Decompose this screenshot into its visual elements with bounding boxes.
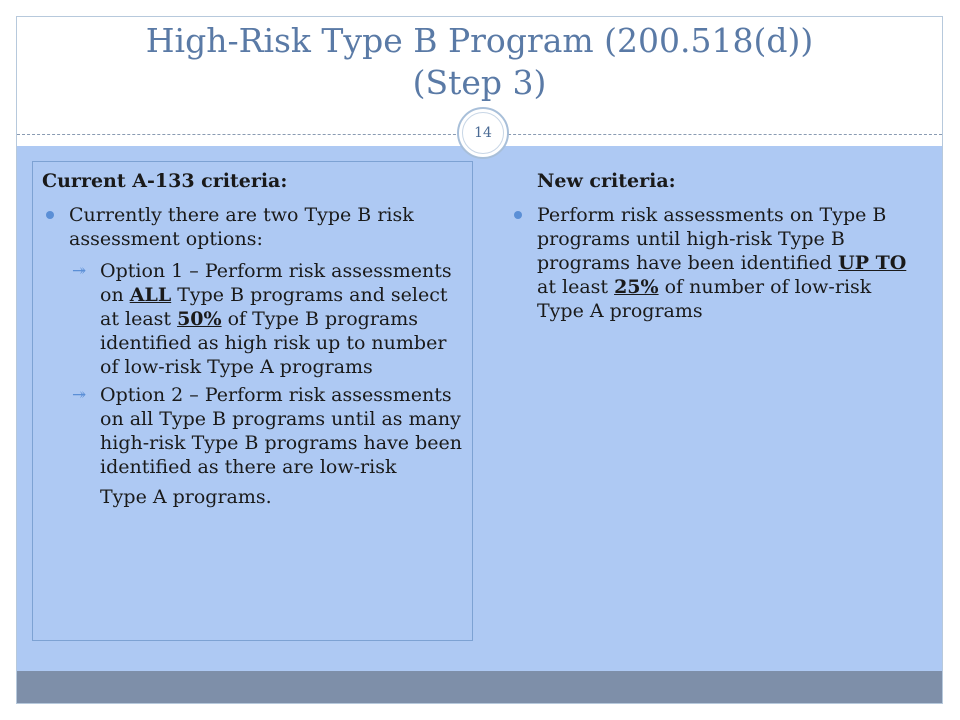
new-criteria-column <box>510 169 910 331</box>
current-criteria-heading: Current A-133 criteria: <box>42 170 288 192</box>
bullet-text: Currently there are two Type B risk assessment options: <box>69 204 414 250</box>
option-2-text: Option 2 – Perform risk assessments on all Type B programs until as many high-risk Type B programs have been identified as there are low-risk <box>100 384 462 478</box>
curved-arrow-bullet-icon: ↠ <box>72 261 87 281</box>
new-criteria-heading: New criteria: <box>537 170 676 192</box>
option-1-text-mid: Type B programs and select at least <box>100 284 448 330</box>
footer-bar <box>17 671 942 703</box>
title-line-2: (Step 3) <box>412 63 547 102</box>
option-1-emphasis-all: ALL <box>129 284 172 306</box>
option-1-text: Option 1 – Perform risk assessments on <box>100 260 452 306</box>
new-criteria-text-end: of number of low-risk Type A programs <box>537 276 872 322</box>
bullet-item <box>42 203 470 251</box>
option-2-item <box>42 383 470 509</box>
slide-title <box>16 20 943 104</box>
option-1-item <box>42 259 470 379</box>
option-2-text-end: Type A programs. <box>100 486 272 508</box>
new-criteria-text-mid: at least <box>537 276 615 298</box>
page-number-badge <box>457 107 509 159</box>
title-line-1: High-Risk Type B Program (200.518(d)) <box>145 21 814 60</box>
current-criteria-column <box>42 169 470 513</box>
page-number: 14 <box>462 112 504 154</box>
bullet-item <box>510 203 910 323</box>
new-criteria-emphasis-percent: 25% <box>614 276 659 298</box>
bullet-dot-icon <box>514 211 522 219</box>
option-1-emphasis-percent: 50% <box>177 308 222 330</box>
new-criteria-emphasis-up-to: UP TO <box>838 252 907 274</box>
new-criteria-text: Perform risk assessments on Type B programs until high-risk Type B programs have been identified <box>537 204 887 274</box>
bullet-dot-icon <box>46 211 54 219</box>
curved-arrow-bullet-icon: ↠ <box>72 385 87 405</box>
option-1-text-end: of Type B programs identified as high risk up to number of low-risk Type A programs <box>100 308 447 378</box>
